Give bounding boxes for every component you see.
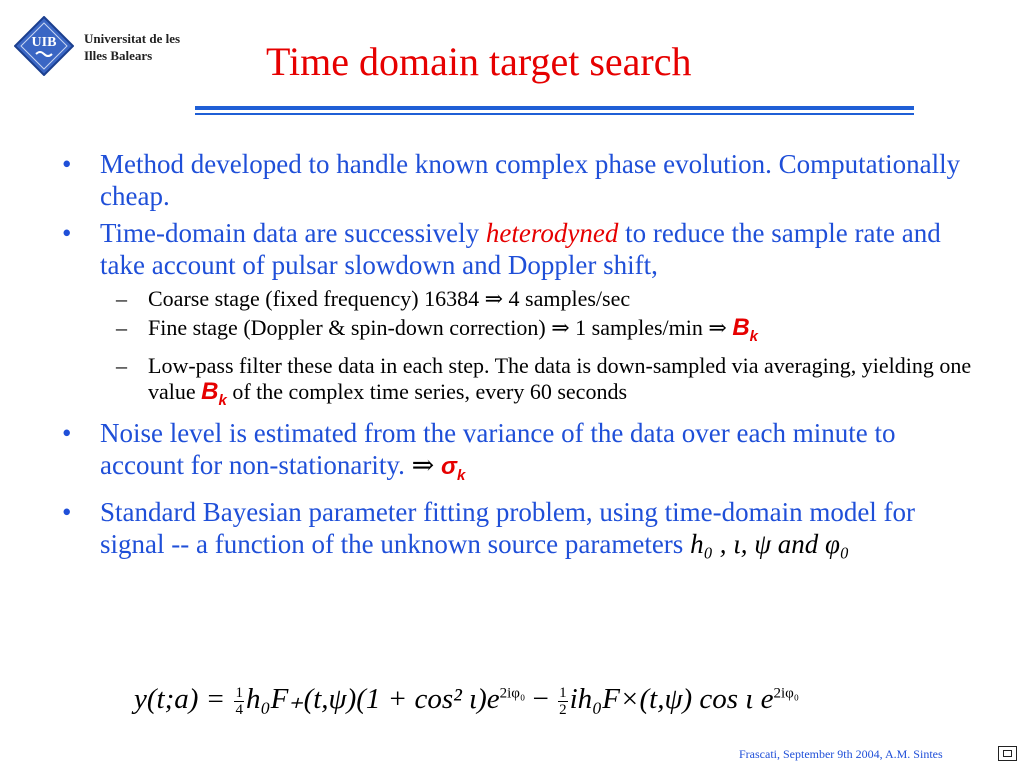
title-rule-thin bbox=[195, 113, 914, 115]
subbullet-fine bbox=[62, 315, 982, 350]
formula-minus: − bbox=[525, 683, 557, 715]
subbullet-dash-icon: – bbox=[116, 315, 127, 340]
slide-footer: Frascati, September 9th 2004, A.M. Sintes bbox=[739, 747, 943, 761]
subbullet-text-cont: of the complex time series, every 60 seconds bbox=[226, 378, 628, 404]
sigma-subscript: k bbox=[456, 466, 466, 484]
source-parameters: h₀ , ι, ψ and φ₀ bbox=[690, 529, 850, 560]
bullet-dot-icon: • bbox=[62, 497, 72, 528]
title-rule-thick bbox=[195, 106, 914, 110]
bullet-text: Standard Bayesian parameter fitting problem, using time-domain model for signal -- a function of the unknown source parameters bbox=[100, 497, 916, 560]
fraction-denominator: 4 bbox=[235, 701, 243, 718]
bullet-text: Method developed to handle known complex phase evolution. Computationally cheap. bbox=[100, 149, 961, 211]
university-name bbox=[84, 30, 180, 64]
bullet-dot-icon: • bbox=[62, 149, 72, 179]
formula-lhs: y(t;a) = bbox=[134, 683, 233, 715]
subbullet-lowpass bbox=[62, 353, 982, 414]
fraction-numerator: 1 bbox=[235, 684, 243, 701]
fraction-quarter bbox=[234, 685, 244, 718]
formula-term-plus: h₀F₊(t,ψ)(1 + cos² ι)e bbox=[245, 683, 500, 715]
bullet-emphasis: heterodyned bbox=[485, 218, 619, 248]
bullet-text: Time-domain data are successively bbox=[100, 218, 486, 248]
bk-letter: B bbox=[732, 314, 750, 341]
subbullet-text: Low-pass filter these data in each step. The data is down-sampled via averaging, yielding one value bbox=[148, 352, 972, 404]
bullet-dot-icon: • bbox=[62, 218, 72, 248]
bk-letter: B bbox=[201, 377, 219, 405]
bullet-noise bbox=[62, 417, 982, 492]
bk-subscript: k bbox=[749, 327, 758, 345]
bk-symbol bbox=[201, 377, 227, 409]
sigma-symbol bbox=[441, 452, 466, 484]
university-line2: Illes Balears bbox=[84, 48, 153, 63]
subbullet-text: Coarse stage (fixed frequency) 16384 ⇒ 4 samples/sec bbox=[148, 286, 631, 311]
subbullet-dash-icon: – bbox=[116, 286, 127, 311]
bullet-text-cont: to reduce the sample rate and take account of pulsar slowdown and Doppler shift, bbox=[100, 218, 941, 280]
subbullet-text: Fine stage (Doppler & spin-down correction) ⇒ 1 samples/min ⇒ bbox=[148, 315, 733, 340]
subbullet-dash-icon: – bbox=[116, 352, 127, 378]
fraction-denominator: 2 bbox=[559, 701, 567, 718]
implies-arrow-icon: ⇒ bbox=[411, 449, 435, 480]
formula-term-cross: ih₀F×(t,ψ) cos ι e bbox=[569, 683, 774, 715]
fraction-half bbox=[558, 685, 568, 718]
page-title: Time domain target search bbox=[266, 39, 692, 84]
bk-symbol bbox=[732, 314, 758, 345]
slide-content bbox=[62, 148, 982, 565]
bk-subscript: k bbox=[218, 391, 227, 409]
uib-logo bbox=[14, 16, 74, 76]
sigma-letter: σ bbox=[441, 452, 457, 480]
logo-text: UIB bbox=[31, 35, 57, 50]
bullet-heterodyne bbox=[62, 217, 982, 281]
fraction-numerator: 1 bbox=[559, 684, 567, 701]
subbullet-coarse bbox=[62, 286, 982, 312]
bullet-text: Noise level is estimated from the variance of the data over each minute to account for non-stationarity. bbox=[100, 417, 896, 480]
university-line1: Universitat de les bbox=[84, 31, 181, 46]
formula-exponent: 2iφ₀ bbox=[499, 685, 526, 702]
signal-model-formula bbox=[134, 681, 799, 718]
bullet-method bbox=[62, 148, 982, 212]
bullet-bayesian bbox=[62, 496, 982, 560]
bullet-dot-icon: • bbox=[62, 417, 72, 448]
slide-nav-icon[interactable] bbox=[998, 746, 1017, 761]
formula-exponent-2: 2iφ₀ bbox=[773, 685, 800, 702]
